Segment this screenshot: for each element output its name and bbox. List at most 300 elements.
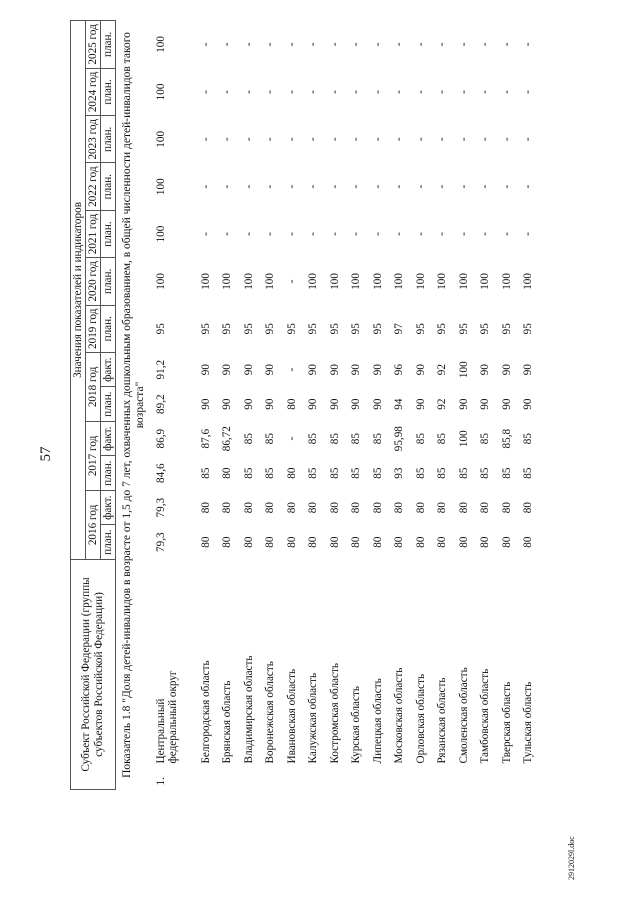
value-cell: - bbox=[264, 184, 277, 189]
value-cell: - bbox=[436, 42, 449, 47]
value-cell: 100 bbox=[242, 273, 255, 290]
value-cell: 85 bbox=[436, 467, 449, 479]
value-cell: - bbox=[350, 137, 363, 142]
value-cell: 80 bbox=[522, 536, 535, 548]
value-cell: - bbox=[307, 232, 320, 236]
value-cell: - bbox=[457, 232, 470, 236]
value-cell: - bbox=[371, 42, 384, 47]
value-cell: - bbox=[242, 137, 255, 142]
value-cell: 80 bbox=[479, 502, 492, 514]
value-cell: - bbox=[479, 184, 492, 189]
fact-header: факт. bbox=[101, 421, 116, 456]
values-group-header: Значения показателей и индикаторов bbox=[71, 21, 86, 560]
value-cell: 85 bbox=[199, 467, 212, 479]
value-cell: 90 bbox=[264, 398, 277, 410]
value-cell: 90 bbox=[350, 398, 363, 410]
table-row bbox=[324, 21, 346, 790]
value-cell: - bbox=[328, 137, 341, 142]
value-cell: 100 bbox=[479, 273, 492, 290]
year-header: 2020 год bbox=[86, 258, 101, 305]
value-cell: - bbox=[307, 137, 320, 142]
value-cell: - bbox=[350, 232, 363, 236]
value-cell: - bbox=[221, 232, 234, 236]
value-cell: 80 bbox=[500, 536, 513, 548]
value-cell: 90 bbox=[221, 398, 234, 410]
value-cell: 90 bbox=[264, 364, 277, 376]
value-cell: 85 bbox=[242, 467, 255, 479]
value-cell: 97 bbox=[393, 323, 406, 335]
plan-header: план. bbox=[101, 305, 116, 352]
value-cell: 80 bbox=[436, 502, 449, 514]
value-cell: 80 bbox=[436, 536, 449, 548]
value-cell: - bbox=[414, 137, 427, 142]
region-name-cell bbox=[475, 559, 497, 789]
value-cell: 95,98 bbox=[393, 426, 406, 452]
value-cell: 90 bbox=[199, 398, 212, 410]
value-cell: 90 bbox=[242, 364, 255, 376]
value-cell: 85 bbox=[500, 467, 513, 479]
value-cell: 85 bbox=[457, 467, 470, 479]
year-header: 2022 год bbox=[86, 163, 101, 210]
value-cell: - bbox=[328, 42, 341, 47]
value-cell: - bbox=[199, 184, 212, 189]
table-row bbox=[217, 21, 239, 790]
value-cell: - bbox=[436, 232, 449, 236]
value-cell: 90 bbox=[500, 398, 513, 410]
value-cell: 90 bbox=[414, 364, 427, 376]
value-cell: 96 bbox=[393, 364, 406, 376]
indicator-caption: Показатель 1.8 "Доля детей-инвалидов в возрасте от 1,5 до 7 лет, охваченных дошкольным образованием, в общей численности детей-инвалидов такого возраста" bbox=[121, 32, 146, 778]
value-cell: 90 bbox=[242, 398, 255, 410]
value-cell: 95 bbox=[155, 323, 167, 335]
value-cell: 92 bbox=[436, 364, 449, 376]
year-header: 2016 год bbox=[86, 490, 101, 559]
value-cell: - bbox=[457, 137, 470, 142]
value-cell: - bbox=[264, 232, 277, 236]
region-name-cell bbox=[453, 559, 475, 789]
value-cell: 89,2 bbox=[155, 394, 167, 414]
value-cell: 100 bbox=[328, 273, 341, 290]
value-cell: - bbox=[457, 42, 470, 47]
value-cell: 80 bbox=[457, 536, 470, 548]
value-cell: - bbox=[242, 232, 255, 236]
value-cell: 94 bbox=[393, 398, 406, 410]
value-cell: 86,72 bbox=[221, 426, 234, 452]
value-cell: 95 bbox=[436, 323, 449, 335]
value-cell: 80 bbox=[479, 536, 492, 548]
year-header: 2017 год bbox=[86, 421, 101, 490]
value-cell: - bbox=[522, 137, 535, 142]
value-cell: - bbox=[479, 90, 492, 94]
value-cell: 80 bbox=[414, 536, 427, 548]
value-cell: - bbox=[371, 232, 384, 236]
value-cell: 92 bbox=[436, 398, 449, 410]
value-cell: 85 bbox=[264, 467, 277, 479]
value-cell: 80 bbox=[522, 502, 535, 514]
value-cell: 85 bbox=[371, 467, 384, 479]
value-cell: - bbox=[393, 137, 406, 142]
value-cell: - bbox=[199, 137, 212, 142]
value-cell: - bbox=[371, 137, 384, 142]
value-cell: - bbox=[285, 436, 298, 441]
value-cell: 95 bbox=[414, 323, 427, 335]
table-row bbox=[475, 21, 497, 790]
value-cell: - bbox=[285, 184, 298, 189]
value-cell: - bbox=[221, 42, 234, 47]
table-row bbox=[195, 21, 217, 790]
value-cell: - bbox=[371, 90, 384, 94]
value-cell: - bbox=[242, 90, 255, 94]
region-name-cell bbox=[432, 559, 454, 789]
value-cell: 90 bbox=[500, 364, 513, 376]
region-name: Липецкая область bbox=[371, 678, 384, 764]
table-row bbox=[496, 21, 518, 790]
value-cell: 90 bbox=[479, 398, 492, 410]
value-cell: - bbox=[328, 184, 341, 189]
region-name: Центральный федеральный округ bbox=[155, 670, 179, 764]
value-cell: 100 bbox=[199, 273, 212, 290]
value-cell: 95 bbox=[264, 323, 277, 335]
table-body bbox=[116, 21, 540, 790]
region-name-cell bbox=[152, 559, 195, 789]
value-cell: 79,3 bbox=[155, 532, 167, 552]
value-cell: 91,2 bbox=[155, 359, 167, 380]
region-name: Владимирская область bbox=[242, 655, 255, 764]
value-cell: 100 bbox=[457, 273, 470, 290]
value-cell: 90 bbox=[307, 364, 320, 376]
table-row bbox=[281, 21, 303, 790]
value-cell: - bbox=[285, 90, 298, 94]
value-cell: 85 bbox=[479, 433, 492, 445]
value-cell: 95 bbox=[285, 323, 298, 335]
year-header: 2019 год bbox=[86, 305, 101, 352]
value-cell: 85 bbox=[328, 433, 341, 445]
region-name-cell bbox=[389, 559, 411, 789]
value-cell: 80 bbox=[242, 536, 255, 548]
value-cell: 80 bbox=[500, 502, 513, 514]
value-cell: - bbox=[285, 279, 298, 284]
value-cell: 80 bbox=[457, 502, 470, 514]
value-cell: - bbox=[242, 42, 255, 47]
value-cell: 85 bbox=[479, 467, 492, 479]
value-cell: - bbox=[500, 42, 513, 47]
value-cell: 80 bbox=[328, 536, 341, 548]
indicator-table bbox=[70, 20, 539, 790]
value-cell: 87,6 bbox=[199, 428, 212, 449]
value-cell: 100 bbox=[264, 273, 277, 290]
value-cell: - bbox=[199, 90, 212, 94]
value-cell: - bbox=[414, 184, 427, 189]
value-cell: 90 bbox=[522, 364, 535, 376]
value-cell: - bbox=[500, 184, 513, 189]
region-name-cell bbox=[496, 559, 518, 789]
value-cell: 95 bbox=[522, 323, 535, 335]
value-cell: 85 bbox=[307, 467, 320, 479]
plan-header: план. bbox=[101, 21, 116, 69]
plan-header: план. bbox=[101, 456, 116, 491]
value-cell: 80 bbox=[350, 536, 363, 548]
region-name: Тверская область bbox=[500, 681, 513, 764]
value-cell: 80 bbox=[414, 502, 427, 514]
value-cell: 90 bbox=[307, 398, 320, 410]
value-cell: 100 bbox=[414, 273, 427, 290]
value-cell: - bbox=[350, 42, 363, 47]
value-cell: 100 bbox=[457, 430, 470, 448]
value-cell: 80 bbox=[221, 502, 234, 514]
value-cell: 95 bbox=[479, 323, 492, 335]
value-cell: - bbox=[221, 137, 234, 142]
value-cell: 90 bbox=[479, 364, 492, 376]
value-cell: - bbox=[199, 42, 212, 47]
value-cell: 80 bbox=[285, 502, 298, 514]
region-name-cell bbox=[217, 559, 239, 789]
value-cell: 79,3 bbox=[155, 497, 167, 518]
region-name: Московская область bbox=[393, 667, 406, 764]
value-cell: 95 bbox=[199, 323, 212, 335]
table-header bbox=[71, 21, 116, 790]
value-cell: - bbox=[522, 42, 535, 47]
value-cell: 95 bbox=[221, 323, 234, 335]
value-cell: 95 bbox=[328, 323, 341, 335]
value-cell: 80 bbox=[307, 536, 320, 548]
value-cell: - bbox=[500, 137, 513, 142]
value-cell: 85 bbox=[264, 433, 277, 445]
plan-header: план. bbox=[101, 210, 116, 257]
value-cell: - bbox=[264, 90, 277, 94]
region-name-cell bbox=[518, 559, 540, 789]
value-cell: 80 bbox=[264, 536, 277, 548]
value-cell: 95 bbox=[371, 323, 384, 335]
value-cell: 85 bbox=[522, 433, 535, 445]
value-cell: 95 bbox=[307, 323, 320, 335]
value-cell: - bbox=[393, 90, 406, 94]
value-cell: 85 bbox=[414, 467, 427, 479]
value-cell: - bbox=[479, 42, 492, 47]
value-cell: 90 bbox=[371, 398, 384, 410]
value-cell: 95 bbox=[350, 323, 363, 335]
value-cell: - bbox=[285, 137, 298, 142]
value-cell: - bbox=[500, 232, 513, 236]
value-cell: 80 bbox=[350, 502, 363, 514]
value-cell: 80 bbox=[285, 398, 298, 410]
value-cell: - bbox=[393, 232, 406, 236]
value-cell: 80 bbox=[199, 502, 212, 514]
value-cell: 85 bbox=[371, 433, 384, 445]
value-cell: 90 bbox=[414, 398, 427, 410]
value-cell: 100 bbox=[371, 273, 384, 290]
value-cell: 80 bbox=[264, 502, 277, 514]
value-cell: 80 bbox=[371, 536, 384, 548]
value-cell: 90 bbox=[328, 398, 341, 410]
value-cell: 85 bbox=[328, 467, 341, 479]
value-cell: 95 bbox=[457, 323, 470, 335]
value-cell: - bbox=[285, 232, 298, 236]
value-cell: - bbox=[350, 184, 363, 189]
value-cell: - bbox=[350, 90, 363, 94]
value-cell: - bbox=[500, 90, 513, 94]
value-cell: 80 bbox=[328, 502, 341, 514]
region-name: Ивановская область bbox=[285, 668, 298, 764]
table-row bbox=[432, 21, 454, 790]
table-row bbox=[260, 21, 282, 790]
value-cell: 100 bbox=[393, 273, 406, 290]
region-name-cell bbox=[195, 559, 217, 789]
plan-header: план. bbox=[101, 258, 116, 305]
value-cell: 90 bbox=[522, 398, 535, 410]
region-name: Смоленская область bbox=[457, 667, 470, 764]
value-cell: 85 bbox=[242, 433, 255, 445]
value-cell: 100 bbox=[155, 36, 167, 53]
year-header: 2018 год bbox=[86, 352, 101, 421]
value-cell: 90 bbox=[457, 398, 470, 410]
region-name: Орловская область bbox=[414, 673, 427, 764]
table-row bbox=[238, 21, 260, 790]
table-row bbox=[303, 21, 325, 790]
value-cell: - bbox=[285, 42, 298, 47]
value-cell: 93 bbox=[393, 467, 406, 479]
value-cell: - bbox=[328, 90, 341, 94]
region-name-cell bbox=[410, 559, 432, 789]
rotated-page-content bbox=[70, 20, 600, 790]
document-id: 2912029l.doc bbox=[567, 836, 576, 880]
value-cell: - bbox=[479, 137, 492, 142]
value-cell: 100 bbox=[155, 225, 167, 243]
value-cell: 100 bbox=[500, 273, 513, 290]
value-cell: 95 bbox=[500, 323, 513, 335]
region-name-cell bbox=[281, 559, 303, 789]
year-header: 2024 год bbox=[86, 68, 101, 115]
row-number: 1. bbox=[155, 777, 167, 786]
value-cell: 100 bbox=[436, 273, 449, 290]
value-cell: 80 bbox=[285, 467, 298, 479]
table-row bbox=[453, 21, 475, 790]
value-cell: 86,9 bbox=[155, 428, 167, 449]
value-cell: - bbox=[221, 184, 234, 189]
value-cell: - bbox=[242, 184, 255, 189]
value-cell: 90 bbox=[199, 364, 212, 376]
region-name-cell bbox=[260, 559, 282, 789]
region-name-cell bbox=[324, 559, 346, 789]
plan-header: план. bbox=[101, 68, 116, 115]
indicator-caption-row bbox=[116, 21, 153, 790]
value-cell: 85 bbox=[350, 467, 363, 479]
value-cell: 80 bbox=[371, 502, 384, 514]
region-name-cell bbox=[367, 559, 389, 789]
page-number: 57 bbox=[37, 446, 54, 462]
plan-header: план. bbox=[101, 116, 116, 163]
value-cell: 80 bbox=[285, 536, 298, 548]
value-cell: 80 bbox=[393, 502, 406, 514]
value-cell: 100 bbox=[307, 273, 320, 290]
value-cell: 100 bbox=[155, 83, 167, 101]
value-cell: 80 bbox=[199, 536, 212, 548]
region-name-cell bbox=[346, 559, 368, 789]
value-cell: 80 bbox=[393, 536, 406, 548]
value-cell: - bbox=[436, 137, 449, 142]
region-name: Костромская область bbox=[328, 663, 341, 764]
region-name: Тамбовская область bbox=[479, 668, 492, 764]
region-name: Воронежская область bbox=[264, 661, 277, 764]
fact-header: факт. bbox=[101, 352, 116, 387]
value-cell: 100 bbox=[155, 273, 167, 290]
value-cell: - bbox=[522, 184, 535, 189]
value-cell: 85 bbox=[414, 433, 427, 445]
table-row bbox=[367, 21, 389, 790]
plan-header: план. bbox=[101, 387, 116, 422]
value-cell: - bbox=[414, 42, 427, 47]
value-cell: - bbox=[436, 184, 449, 189]
value-cell: - bbox=[479, 232, 492, 236]
value-cell: 100 bbox=[221, 273, 234, 290]
value-cell: 80 bbox=[221, 536, 234, 548]
value-cell: - bbox=[393, 42, 406, 47]
region-name: Калужская область bbox=[307, 672, 320, 764]
value-cell: - bbox=[328, 232, 341, 236]
value-cell: - bbox=[457, 184, 470, 189]
value-cell: 85,8 bbox=[500, 428, 513, 449]
value-cell: - bbox=[264, 42, 277, 47]
value-cell: 85 bbox=[436, 433, 449, 445]
value-cell: 100 bbox=[522, 273, 535, 290]
region-name: Курская область bbox=[350, 686, 363, 764]
plan-header: план. bbox=[101, 163, 116, 210]
value-cell: 84,6 bbox=[155, 463, 167, 483]
table-row bbox=[389, 21, 411, 790]
value-cell: - bbox=[522, 90, 535, 94]
year-header: 2023 год bbox=[86, 116, 101, 163]
subject-column-header: Субъект Российской Федерации (группы субъектов Российской Федерации) bbox=[71, 559, 116, 789]
value-cell: 100 bbox=[350, 273, 363, 290]
value-cell: - bbox=[414, 232, 427, 236]
value-cell: 100 bbox=[155, 178, 167, 196]
value-cell: 95 bbox=[242, 323, 255, 335]
value-cell: 90 bbox=[221, 364, 234, 376]
year-header: 2021 год bbox=[86, 210, 101, 257]
value-cell: - bbox=[307, 90, 320, 94]
value-cell: 90 bbox=[371, 364, 384, 376]
region-name: Тульская область bbox=[522, 681, 535, 764]
value-cell: 85 bbox=[307, 433, 320, 445]
plan-header: план. bbox=[101, 525, 116, 560]
value-cell: 80 bbox=[221, 467, 234, 479]
fact-header: факт. bbox=[101, 490, 116, 525]
value-cell: 80 bbox=[307, 502, 320, 514]
region-name: Брянская область bbox=[221, 680, 234, 764]
value-cell: - bbox=[414, 90, 427, 94]
table-row bbox=[410, 21, 432, 790]
value-cell: 85 bbox=[522, 467, 535, 479]
value-cell: - bbox=[199, 232, 212, 236]
value-cell: - bbox=[371, 184, 384, 189]
value-cell: - bbox=[436, 90, 449, 94]
year-header: 2025 год bbox=[86, 21, 101, 69]
value-cell: - bbox=[522, 232, 535, 236]
value-cell: - bbox=[285, 367, 298, 372]
value-cell: - bbox=[457, 90, 470, 94]
value-cell: 100 bbox=[457, 361, 470, 379]
value-cell: 80 bbox=[242, 502, 255, 514]
region-name: Белгородская область bbox=[199, 660, 212, 764]
region-name: Рязанская область bbox=[436, 677, 449, 764]
table-row bbox=[346, 21, 368, 790]
table-row bbox=[152, 21, 195, 790]
region-name-cell bbox=[303, 559, 325, 789]
value-cell: - bbox=[264, 137, 277, 142]
value-cell: 90 bbox=[328, 364, 341, 376]
value-cell: - bbox=[393, 184, 406, 189]
value-cell: - bbox=[307, 42, 320, 47]
value-cell: 85 bbox=[350, 433, 363, 445]
